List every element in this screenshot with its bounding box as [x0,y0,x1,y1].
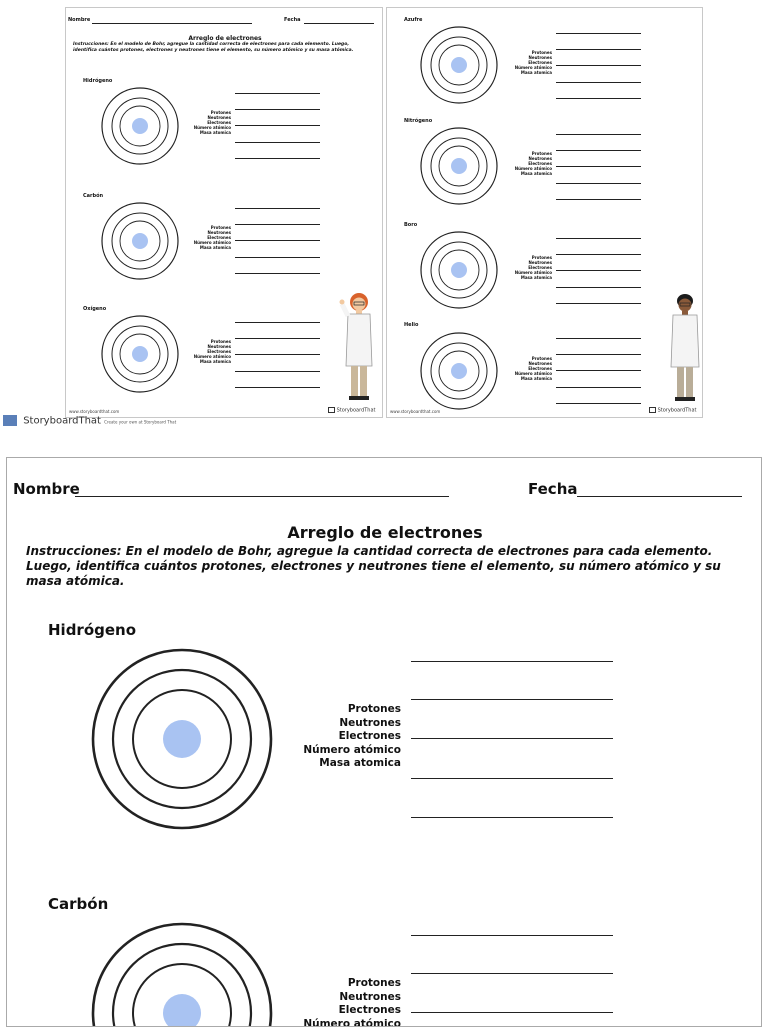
answer-line[interactable] [556,238,641,239]
storyboard-icon [328,407,335,413]
answer-line-atomic-mass[interactable] [411,817,613,818]
bohr-model-diagram [419,230,499,310]
label-electrons: Electrones [507,60,552,65]
label-neutrons: Neutrones [186,230,231,235]
label-atomic-mass: Masa atomica [277,757,401,771]
answer-line[interactable] [556,166,641,167]
worksheet-title: Arreglo de electrones [66,35,383,42]
label-atomic-mass: Masa atomica [186,245,231,250]
footer-url: www.storyboardthat.com [390,409,440,414]
bohr-model-diagram [100,86,180,166]
element-name: Boro [404,222,417,228]
label-electrons: Electrones [507,265,552,270]
answer-line-electrons[interactable] [411,738,613,739]
storyboard-icon [3,415,17,426]
answer-line-electrons[interactable] [411,1012,613,1013]
label-atomic-number: Número atómico [507,270,552,275]
date-label: Fecha [284,17,301,23]
worksheet-instructions: Instrucciones: En el modelo de Bohr, agregue la cantidad correcta de electrones para cada elemento. Luego, identifica cuántos protones, electrones y neutrones tiene el elemento, su número atómico y su masa atómica. [73,42,373,53]
answer-line[interactable] [235,387,320,388]
answer-line[interactable] [235,125,320,126]
field-labels [507,151,552,176]
brand-name: StoryboardThat [23,416,101,427]
element-name: Nitrógeno [404,118,432,124]
answer-line[interactable] [556,387,641,388]
worksheet-zoomed [6,457,762,1027]
answer-line[interactable] [556,183,641,184]
element-name: Hidrógeno [83,78,112,84]
brand-name: StoryboardThat [658,408,697,414]
answer-line[interactable] [235,142,320,143]
label-atomic-mass: Masa atomica [507,70,552,75]
answer-line[interactable] [556,254,641,255]
answer-line[interactable] [556,82,641,83]
answer-line[interactable] [235,338,320,339]
label-protons: Protones [186,339,231,344]
answer-line[interactable] [235,371,320,372]
label-atomic-mass: Masa atomica [507,275,552,280]
label-neutrons: Neutrones [186,344,231,349]
label-atomic-number: Número atómico [507,371,552,376]
label-neutrons: Neutrones [277,991,401,1005]
element-name: Oxígeno [83,306,106,312]
label-electrons: Electrones [277,1004,401,1018]
bohr-model-diagram [419,25,499,105]
answer-line[interactable] [556,65,641,66]
answer-line-neutrons[interactable] [411,699,613,700]
label-protons: Protones [507,50,552,55]
label-neutrons: Neutrones [507,260,552,265]
name-label: Nombre [68,17,90,23]
answer-line-neutrons[interactable] [411,973,613,974]
element-name: Azufre [404,17,422,23]
label-atomic-mass: Masa atomica [507,376,552,381]
answer-line[interactable] [235,354,320,355]
brand-logo-small [328,407,376,414]
label-neutrons: Neutrones [507,55,552,60]
label-atomic-number: Número atómico [507,166,552,171]
label-atomic-number: Número atómico [186,125,231,130]
answer-line[interactable] [235,208,320,209]
label-protons: Protones [507,151,552,156]
label-atomic-number: Número atómico [277,744,401,758]
label-neutrons: Neutrones [507,361,552,366]
label-atomic-number: Número atómico [186,354,231,359]
element-name: Carbón [48,895,108,913]
brand-logo-small [649,407,697,414]
answer-line[interactable] [235,322,320,323]
label-atomic-number: Número atómico [186,240,231,245]
label-electrons: Electrones [507,161,552,166]
field-labels [507,50,552,75]
label-protons: Protones [277,977,401,991]
answer-line[interactable] [556,287,641,288]
scientist-illustration [339,290,379,405]
label-protons: Protones [277,703,401,717]
field-labels [186,110,231,135]
brand-watermark[interactable] [3,415,176,427]
bohr-model-diagram [100,314,180,394]
answer-line[interactable] [235,93,320,94]
name-line [92,23,252,24]
brand-name: StoryboardThat [337,408,376,414]
label-atomic-number: Número atómico [507,65,552,70]
field-labels [507,356,552,381]
name-label: Nombre [13,480,80,498]
worksheet-instructions: Instrucciones: En el modelo de Bohr, agregue la cantidad correcta de electrones para cada elemento. Luego, identifica cuántos protones, electrones y neutrones tiene el elemento, su número atómico y su masa atómica. [26,544,750,589]
element-name: Hidrógeno [48,621,136,639]
answer-line[interactable] [235,273,320,274]
field-labels [277,703,401,771]
element-name: Carbón [83,193,103,199]
answer-line[interactable] [556,134,641,135]
label-atomic-number: Número atómico [277,1018,401,1027]
label-neutrons: Neutrones [277,717,401,731]
answer-line[interactable] [235,109,320,110]
answer-line[interactable] [556,354,641,355]
label-protons: Protones [507,255,552,260]
answer-line-protons[interactable] [411,935,613,936]
label-protons: Protones [186,110,231,115]
answer-line[interactable] [556,403,641,404]
scientist-illustration [665,291,703,406]
label-atomic-mass: Masa atomica [186,130,231,135]
label-atomic-mass: Masa atomica [186,359,231,364]
label-protons: Protones [186,225,231,230]
answer-line[interactable] [556,199,641,200]
date-field[interactable] [577,496,742,497]
answer-line[interactable] [556,270,641,271]
date-label: Fecha [528,480,578,498]
label-protons: Protones [507,356,552,361]
answer-line[interactable] [556,150,641,151]
label-electrons: Electrones [277,730,401,744]
watermark-text: Create your own at Storyboard That [104,420,176,425]
footer-url: www.storyboardthat.com [69,409,119,414]
field-labels [277,977,401,1027]
answer-line[interactable] [235,240,320,241]
date-line [304,23,374,24]
label-electrons: Electrones [186,235,231,240]
label-electrons: Electrones [186,349,231,354]
label-neutrons: Neutrones [186,115,231,120]
name-field[interactable] [75,496,449,497]
bohr-model-diagram [419,126,499,206]
answer-line-protons[interactable] [411,661,613,662]
answer-line[interactable] [556,303,641,304]
label-electrons: Electrones [186,120,231,125]
answer-line[interactable] [556,338,641,339]
element-name: Helio [404,322,418,328]
label-electrons: Electrones [507,366,552,371]
bohr-model-diagram [419,331,499,411]
answer-line[interactable] [556,98,641,99]
field-labels [186,339,231,364]
worksheet-title: Arreglo de electrones [7,523,762,542]
field-labels [186,225,231,250]
answer-line[interactable] [556,49,641,50]
label-atomic-mass: Masa atomica [507,171,552,176]
answer-line[interactable] [556,370,641,371]
answer-line[interactable] [235,257,320,258]
answer-line[interactable] [235,224,320,225]
answer-line-atomic-number[interactable] [411,778,613,779]
label-neutrons: Neutrones [507,156,552,161]
bohr-model-diagram[interactable] [89,920,275,1027]
worksheet-page-1-thumbnail [65,7,383,418]
answer-line[interactable] [556,33,641,34]
field-labels [507,255,552,280]
bohr-model-diagram[interactable] [89,646,275,832]
bohr-model-diagram [100,201,180,281]
answer-line[interactable] [235,158,320,159]
worksheet-page-2-thumbnail [386,7,703,418]
storyboard-icon [649,407,656,413]
